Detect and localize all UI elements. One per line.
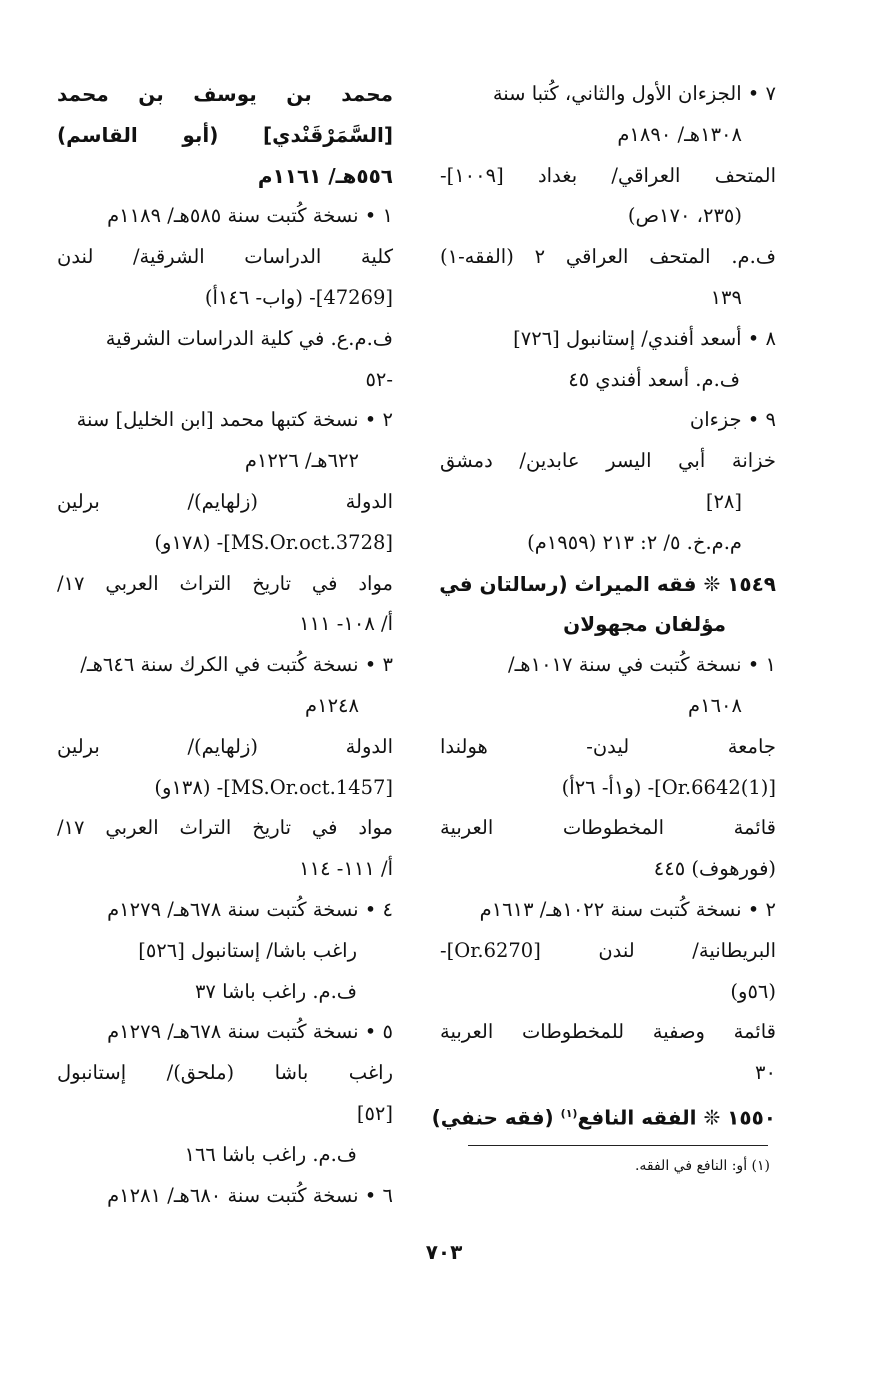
text-line: [47269]- (واب- ١٤٦أ) — [204, 285, 393, 309]
text-line: قائمة وصفية للمخطوطات العربية — [440, 1020, 776, 1044]
text-line: خزانة أبي اليسر عابدين/ دمشق — [440, 449, 776, 473]
text-line: ٥٥٦هـ/ ١١٦١م — [257, 163, 393, 188]
text-line: قائمة المخطوطات العربية — [440, 816, 776, 840]
text-line: ٣ • نسخة كُتبت في الكرك سنة ٦٤٦هـ/ — [80, 653, 393, 677]
text-line: ١ • نسخة كُتبت سنة ٥٨٥هـ/ ١١٨٩م — [107, 204, 393, 228]
text-line: [السَّمَرْقَنْدي] (أبو القاسم) — [57, 122, 393, 147]
text-line: [٥٢] — [356, 1101, 393, 1125]
page-number: ٧٠٣ — [425, 1240, 463, 1264]
footnote-marker: (١) — [560, 1106, 578, 1120]
text-line: ف.م. راغب باشا ٣٧ — [194, 979, 357, 1003]
text-line: [MS.Or.oct.3728]- (١٧٨و) — [154, 530, 393, 554]
text-line: مواد في تاريخ التراث العربي ١٧/ — [57, 571, 393, 595]
text-line: مؤلفان مجهولان — [563, 612, 726, 637]
text-line: أ/ ١٠٨- ١١١ — [299, 612, 393, 636]
text-line: (٢٣٥، ١٧٠ص) — [627, 204, 742, 228]
text-line: راغب باشا (ملحق)/ إستانبول — [57, 1061, 393, 1085]
text-line: جامعة ليدن- هولندا — [440, 734, 776, 758]
text-line: ٨ • أسعد أفندي/ إستانبول [٧٢٦] — [513, 326, 776, 350]
text-line: ف.م. المتحف العراقي ٢ (الفقه-١) — [440, 245, 777, 269]
text-line: مواد في تاريخ التراث العربي ١٧/ — [57, 816, 393, 840]
text-line: ٧ • الجزءان الأول والثاني، كُتبا سنة — [492, 82, 776, 105]
text-line: ٦٢٢هـ/ ١٢٢٦م — [244, 449, 359, 473]
text-line: ١٣٠٨هـ/ ١٨٩٠م — [617, 122, 742, 146]
text-line: ف.م. راغب باشا ١٦٦ — [184, 1142, 357, 1166]
text-line: ١٢٤٨م — [305, 693, 359, 717]
right-column — [431, 74, 777, 1135]
heading-1550-suffix: (فقه حنفي) — [431, 1105, 554, 1130]
text-line: (فورهوف) ٤٤٥ — [653, 857, 776, 881]
text-line: ٤ • نسخة كُتبت سنة ٦٧٨هـ/ ١٢٧٩م — [107, 897, 393, 921]
text-line: ف.م.ع. في كلية الدراسات الشرقية — [105, 326, 393, 350]
text-line: [Or.6642(1)]- (و١أ- ٢٦أ) — [561, 775, 776, 799]
text-line: م.م.خ. ٥/ ٢: ٢١٣ (١٩٥٩م) — [527, 530, 742, 554]
text-line: -٥٢ — [365, 367, 393, 391]
text-line: ١٦٠٨م — [688, 693, 742, 717]
text-line: الدولة (زلهايم)/ برلين — [57, 734, 393, 758]
text-line: ١٣٩ — [710, 285, 742, 309]
text-line: ٢ • نسخة كُتبت سنة ١٠٢٢هـ/ ١٦١٣م — [479, 897, 776, 921]
footnote: (١) أو: النافع في الفقه. — [634, 1158, 770, 1174]
text-line: ٥ • نسخة كُتبت سنة ٦٧٨هـ/ ١٢٧٩م — [107, 1020, 393, 1044]
text-line: ٦ • نسخة كُتبت سنة ٦٨٠هـ/ ١٢٨١م — [107, 1183, 393, 1207]
text-line: ٩ • جزءان — [689, 408, 776, 432]
text-line: راغب باشا/ إستانبول [٥٢٦] — [138, 938, 357, 962]
text-line: [٢٨] — [705, 489, 742, 513]
text-line: ١ • نسخة كُتبت في سنة ١٠١٧هـ/ — [508, 653, 776, 677]
text-line: محمد بن يوسف بن محمد — [57, 82, 393, 106]
text-line: المتحف العراقي/ بغداد [١٠٠٩]- — [440, 163, 776, 187]
text-line — [431, 1094, 776, 1135]
text-line: ٣٠ — [755, 1061, 776, 1085]
heading-1550-title: ١٥٥٠ ❊ الفقه النافع — [577, 1105, 776, 1130]
text-line: الدولة (زلهايم)/ برلين — [57, 489, 393, 513]
text-line: [MS.Or.oct.1457]- (١٣٨و) — [154, 775, 393, 799]
text-line: ٢ • نسخة كتبها محمد [ابن الخليل] سنة — [76, 408, 393, 432]
text-line: ف.م. أسعد أفندي ٤٥ — [568, 367, 740, 391]
text-line: ١٥٤٩ ❊ فقه الميراث (رسالتان في — [439, 571, 776, 596]
footnote-rule — [468, 1145, 768, 1146]
text-line: البريطانية/ لندن [Or.6270]- — [440, 938, 776, 962]
text-line: (٥٦و) — [730, 979, 776, 1003]
text-line: أ/ ١١١- ١١٤ — [299, 857, 393, 881]
left-column — [57, 74, 393, 1216]
text-line: كلية الدراسات الشرقية/ لندن — [57, 245, 393, 269]
